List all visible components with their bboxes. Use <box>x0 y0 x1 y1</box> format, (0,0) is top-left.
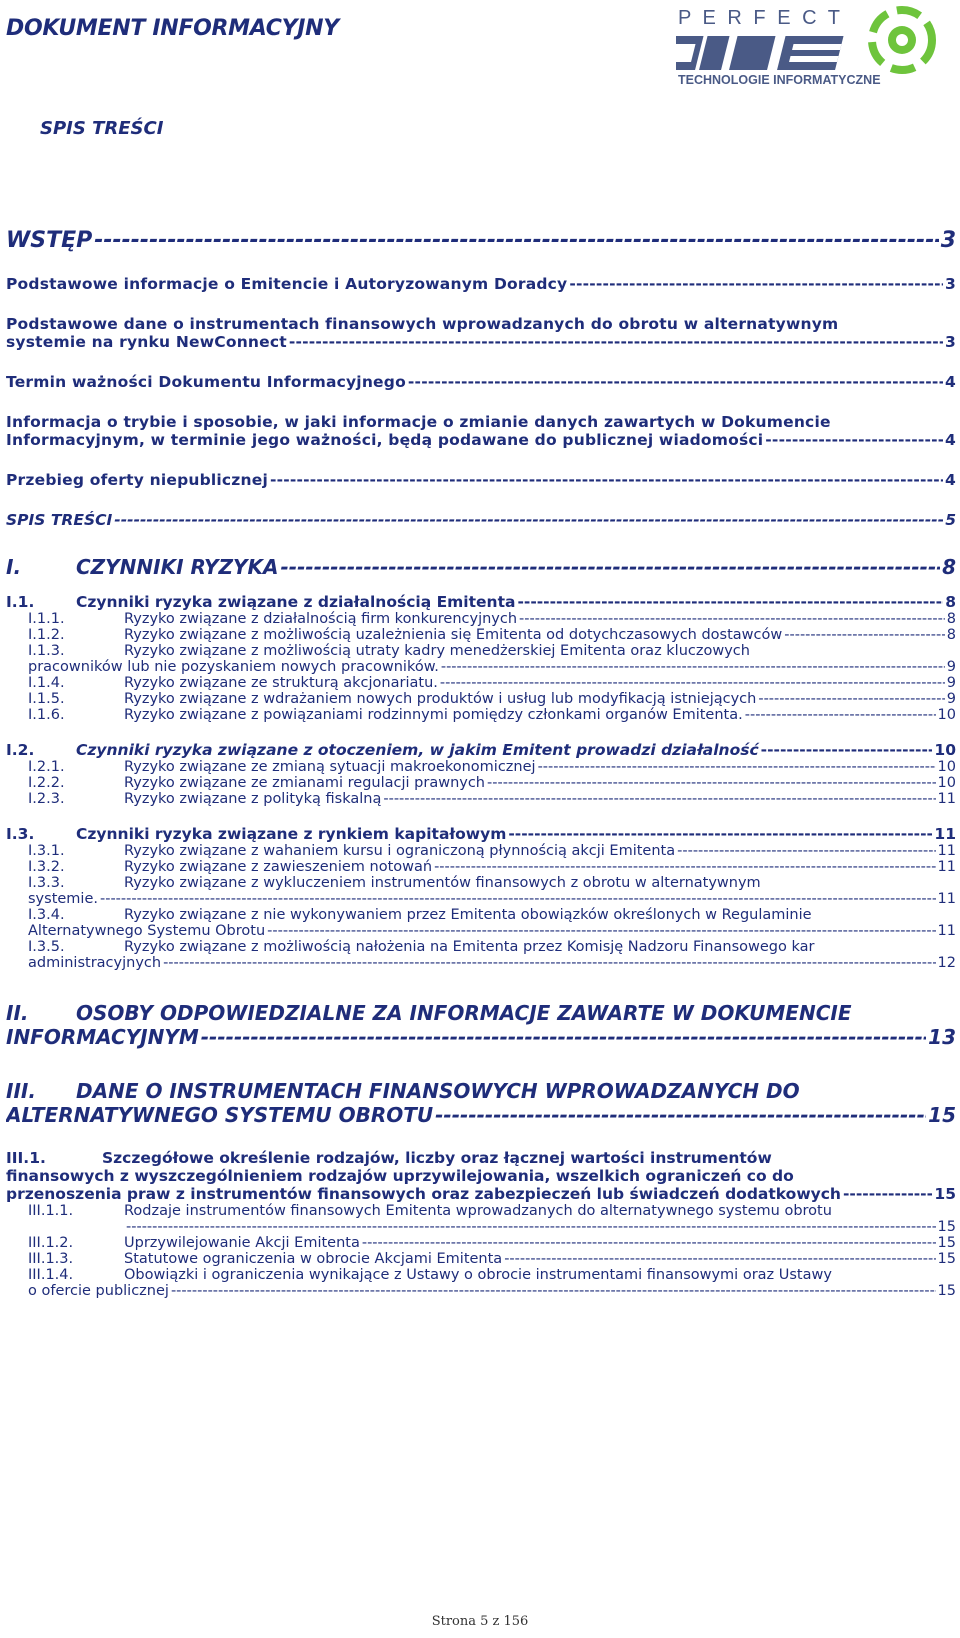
toc-num: III.1.3. <box>28 1251 74 1267</box>
toc-page: 8 <box>946 627 956 643</box>
toc-page: 11 <box>937 891 956 907</box>
toc-page: 15 <box>937 1283 956 1299</box>
toc-text: Podstawowe informacje o Emitencie i Autoryzowanym Doradcy <box>6 275 568 293</box>
toc-page: 5 <box>945 511 956 529</box>
toc-page: 4 <box>945 471 956 489</box>
toc-num: II. <box>6 1001 29 1025</box>
toc-page: 8 <box>946 611 956 627</box>
toc-num: I.2. <box>6 741 35 759</box>
toc-page: 3 <box>940 228 956 253</box>
toc-section-III[interactable] <box>6 1079 956 1127</box>
toc-entry-wstep[interactable] <box>6 228 956 253</box>
toc-text: Rodzaje instrumentów finansowych Emitenta wprowadzanych do alternatywnego systemu obrotu <box>124 1203 832 1219</box>
toc-entry-I-1-1[interactable] <box>6 611 956 627</box>
toc-text: SPIS TREŚCI <box>6 511 113 529</box>
dot-leader <box>383 791 935 807</box>
toc-num: I.3.3. <box>28 875 65 891</box>
dot-leader <box>270 471 943 489</box>
toc-num: III.1. <box>6 1149 46 1167</box>
dot-leader <box>517 593 943 611</box>
page-footer: Strona 5 z 156 <box>431 1614 529 1629</box>
dot-leader <box>114 511 943 529</box>
toc-text: Ryzyko związane ze zmianami regulacji prawnych <box>124 775 485 791</box>
toc-page: 4 <box>945 373 956 391</box>
toc-page: 15 <box>937 1235 956 1251</box>
toc-page: 13 <box>928 1025 956 1049</box>
toc-section-II[interactable] <box>6 1001 956 1049</box>
toc-num: I.3.5. <box>28 939 65 955</box>
toc-text: ALTERNATYWNEGO SYSTEMU OBROTU <box>6 1103 434 1127</box>
toc-text: DANE O INSTRUMENTACH FINANSOWYCH WPROWADZANYCH DO <box>76 1079 800 1103</box>
dot-leader <box>435 1103 926 1127</box>
toc-entry-przebieg-oferty[interactable] <box>6 471 956 489</box>
toc-num: I.1.3. <box>28 643 65 659</box>
dot-leader <box>408 373 943 391</box>
logo-graphic <box>676 2 958 92</box>
toc-entry-I-2-1[interactable] <box>6 759 956 775</box>
toc-entry-I-2-3[interactable] <box>6 791 956 807</box>
toc-entry-I-1-6[interactable] <box>6 707 956 723</box>
perfect-line-logo <box>676 2 958 92</box>
toc-num: III.1.1. <box>28 1203 74 1219</box>
toc-num: I.3. <box>6 825 35 843</box>
toc-num: I.1.6. <box>28 707 65 723</box>
toc-text: Szczegółowe określenie rodzajów, liczby oraz łącznej wartości instrumentów <box>102 1149 772 1167</box>
toc-page: 15 <box>928 1103 956 1127</box>
logo-perfect-text: P E R F E C T <box>678 7 843 29</box>
toc-text: Obowiązki i ograniczenia wynikające z Ustawy o obrocie instrumentami finansowymi oraz Ustawy <box>124 1267 832 1283</box>
dot-leader <box>538 759 936 775</box>
logo-line-wordmark <box>676 36 844 70</box>
toc-entry-I-1-2[interactable] <box>6 627 956 643</box>
toc-text: Ryzyko związane ze zmianą sytuacji makroekonomicznej <box>124 759 536 775</box>
toc-page: 9 <box>946 659 956 675</box>
dot-leader <box>100 891 936 907</box>
logo-tagline: TECHNOLOGIE INFORMATYCZNE <box>678 73 881 87</box>
toc-num: III. <box>6 1079 36 1103</box>
toc-entry-I-1-3[interactable] <box>6 643 956 675</box>
toc-text: Ryzyko związane z wahaniem kursu i ograniczoną płynnością akcji Emitenta <box>124 843 676 859</box>
toc-entry-I-3-2[interactable] <box>6 859 956 875</box>
toc-text: Czynniki ryzyka związane z otoczeniem, w jakim Emitent prowadzi działalność <box>76 741 759 759</box>
toc-entry-I-1[interactable] <box>6 593 956 611</box>
toc-text: systemie. <box>28 891 98 907</box>
toc-entry-podstawowe-informacje[interactable] <box>6 275 956 293</box>
dot-leader <box>569 275 943 293</box>
toc-text: finansowych z wyszczególnieniem rodzajów uprzywilejowania, wszelkich ograniczeń co do <box>6 1167 794 1185</box>
toc-page: 10 <box>937 759 956 775</box>
toc-page: 15 <box>937 1251 956 1267</box>
dot-leader <box>201 1025 926 1049</box>
toc-page: 10 <box>934 741 956 759</box>
dot-leader <box>758 691 944 707</box>
toc-page: 3 <box>945 333 956 351</box>
toc-text: Przebieg oferty niepublicznej <box>6 471 268 489</box>
dot-leader <box>267 923 935 939</box>
dot-leader <box>434 859 935 875</box>
dot-leader <box>94 228 938 253</box>
toc-entry-spis-tresci[interactable] <box>6 511 956 529</box>
toc-text: OSOBY ODPOWIEDZIALNE ZA INFORMACJE ZAWARTE W DOKUMENCIE <box>76 1001 852 1025</box>
toc-text: Czynniki ryzyka związane z rynkiem kapitałowym <box>76 825 507 843</box>
dot-leader <box>289 333 943 351</box>
toc-text: Ryzyko związane z możliwością uzależnienia się Emitenta od dotychczasowych dostawców <box>124 627 783 643</box>
toc-text: Informacyjnym, w terminie jego ważności, będą podawane do publicznej wiadomości <box>6 431 764 449</box>
toc-section-I[interactable] <box>6 555 956 579</box>
toc-entry-I-3-1[interactable] <box>6 843 956 859</box>
toc-num: I.3.2. <box>28 859 65 875</box>
toc-entry-III-1-4[interactable] <box>6 1267 956 1299</box>
toc-text: WSTĘP <box>6 228 93 253</box>
toc-num: I.2.3. <box>28 791 65 807</box>
toc-entry-III-1-1[interactable] <box>6 1203 956 1235</box>
toc-num: I.1.5. <box>28 691 65 707</box>
toc-heading: SPIS TREŚCI <box>40 118 164 139</box>
toc-entry-podstawowe-dane[interactable] <box>6 315 956 351</box>
toc-entry-I-1-5[interactable] <box>6 691 956 707</box>
dot-leader <box>745 707 936 723</box>
green-recycle-swirl-icon <box>872 10 932 70</box>
toc-num: I.1.4. <box>28 675 65 691</box>
toc-text: Podstawowe dane o instrumentach finansowych wprowadzanych do obrotu w alternatywnym <box>6 315 839 333</box>
toc-text: o ofercie publicznej <box>28 1283 169 1299</box>
toc-page: 3 <box>945 275 956 293</box>
table-of-contents <box>6 228 956 1299</box>
toc-text: Ryzyko związane z polityką fiskalną <box>124 791 382 807</box>
toc-page: 10 <box>937 775 956 791</box>
dot-leader <box>504 1251 935 1267</box>
dot-leader <box>519 611 945 627</box>
toc-text: administracyjnych <box>28 955 162 971</box>
toc-text: Ryzyko związane z wykluczeniem instrumentów finansowych z obrotu w alternatywnym <box>124 875 761 891</box>
toc-num: I.1.2. <box>28 627 65 643</box>
toc-page: 11 <box>937 859 956 875</box>
toc-num: III.1.4. <box>28 1267 74 1283</box>
dot-leader <box>784 627 945 643</box>
dot-leader <box>281 555 941 579</box>
toc-page: 9 <box>946 691 956 707</box>
toc-entry-I-3[interactable] <box>6 825 956 843</box>
toc-entry-informacja-o-trybie[interactable] <box>6 413 956 449</box>
toc-num: I.3.4. <box>28 907 65 923</box>
toc-page: 15 <box>937 1219 956 1235</box>
dot-leader <box>441 659 945 675</box>
toc-entry-III-1[interactable] <box>6 1149 956 1203</box>
toc-text: systemie na rynku NewConnect <box>6 333 287 351</box>
toc-page: 8 <box>945 593 956 611</box>
toc-text: Ryzyko związane z powiązaniami rodzinnymi pomiędzy członkami organów Emitenta. <box>124 707 743 723</box>
toc-num: I.2.2. <box>28 775 65 791</box>
toc-text: INFORMACYJNYM <box>6 1025 199 1049</box>
toc-page: 11 <box>937 923 956 939</box>
toc-entry-I-3-4[interactable] <box>6 907 956 939</box>
dot-leader <box>508 825 932 843</box>
dot-leader <box>677 843 935 859</box>
toc-page: 8 <box>942 555 956 579</box>
toc-page: 10 <box>937 707 956 723</box>
toc-entry-I-2[interactable] <box>6 741 956 759</box>
toc-entry-I-3-3[interactable] <box>6 875 956 907</box>
toc-entry-I-3-5[interactable] <box>6 939 956 971</box>
toc-text: Ryzyko związane z możliwością utraty kadry menedżerskiej Emitenta oraz kluczowych <box>124 643 750 659</box>
dot-leader <box>362 1235 936 1251</box>
toc-text: Statutowe ograniczenia w obrocie Akcjami Emitenta <box>124 1251 503 1267</box>
toc-num: I.3.1. <box>28 843 65 859</box>
document-title: DOKUMENT INFORMACYJNY <box>6 16 339 41</box>
dot-leader <box>761 741 933 759</box>
toc-text: Ryzyko związane z wdrażaniem nowych produktów i usług lub modyfikacją istniejących <box>124 691 757 707</box>
toc-entry-III-1-2[interactable] <box>6 1235 956 1251</box>
toc-text: Alternatywnego Systemu Obrotu <box>28 923 266 939</box>
toc-text: Ryzyko związane z zawieszeniem notowań <box>124 859 433 875</box>
toc-num: I.1.1. <box>28 611 65 627</box>
toc-text: Czynniki ryzyka związane z działalnością Emitenta <box>76 593 516 611</box>
toc-page: 11 <box>937 843 956 859</box>
toc-num: I.2.1. <box>28 759 65 775</box>
dot-leader <box>843 1185 932 1203</box>
toc-entry-termin-waznosci[interactable] <box>6 373 956 391</box>
toc-num: I.1. <box>6 593 35 611</box>
toc-page: 11 <box>937 791 956 807</box>
toc-text: przenoszenia praw z instrumentów finansowych oraz zabezpieczeń lub świadczeń dodatkowych <box>6 1185 841 1203</box>
dot-leader <box>765 431 943 449</box>
toc-page: 9 <box>946 675 956 691</box>
toc-text: Ryzyko związane z nie wykonywaniem przez Emitenta obowiązków określonych w Regulaminie <box>124 907 812 923</box>
toc-text: Informacja o trybie i sposobie, w jaki informacje o zmianie danych zawartych w Dokumencie <box>6 413 831 431</box>
toc-text: Ryzyko związane ze strukturą akcjonariatu. <box>124 675 438 691</box>
dot-leader <box>440 675 945 691</box>
dot-leader <box>487 775 936 791</box>
toc-page: 11 <box>934 825 956 843</box>
toc-page: 15 <box>934 1185 956 1203</box>
toc-entry-I-2-2[interactable] <box>6 775 956 791</box>
toc-text: pracowników lub nie pozyskaniem nowych pracowników. <box>28 659 439 675</box>
toc-page: 12 <box>937 955 956 971</box>
toc-text: CZYNNIKI RYZYKA <box>76 555 279 579</box>
toc-entry-III-1-3[interactable] <box>6 1251 956 1267</box>
toc-num: I. <box>6 555 22 579</box>
dot-leader <box>126 1219 936 1235</box>
toc-text: Termin ważności Dokumentu Informacyjnego <box>6 373 406 391</box>
toc-text: Ryzyko związane z działalnością firm konkurencyjnych <box>124 611 518 627</box>
toc-text: Uprzywilejowanie Akcji Emitenta <box>124 1235 360 1251</box>
dot-leader <box>171 1283 936 1299</box>
toc-num: III.1.2. <box>28 1235 74 1251</box>
toc-page: 4 <box>945 431 956 449</box>
toc-entry-I-1-4[interactable] <box>6 675 956 691</box>
toc-text: Ryzyko związane z możliwością nałożenia na Emitenta przez Komisję Nadzoru Finansowego kar <box>124 939 815 955</box>
dot-leader <box>163 955 935 971</box>
